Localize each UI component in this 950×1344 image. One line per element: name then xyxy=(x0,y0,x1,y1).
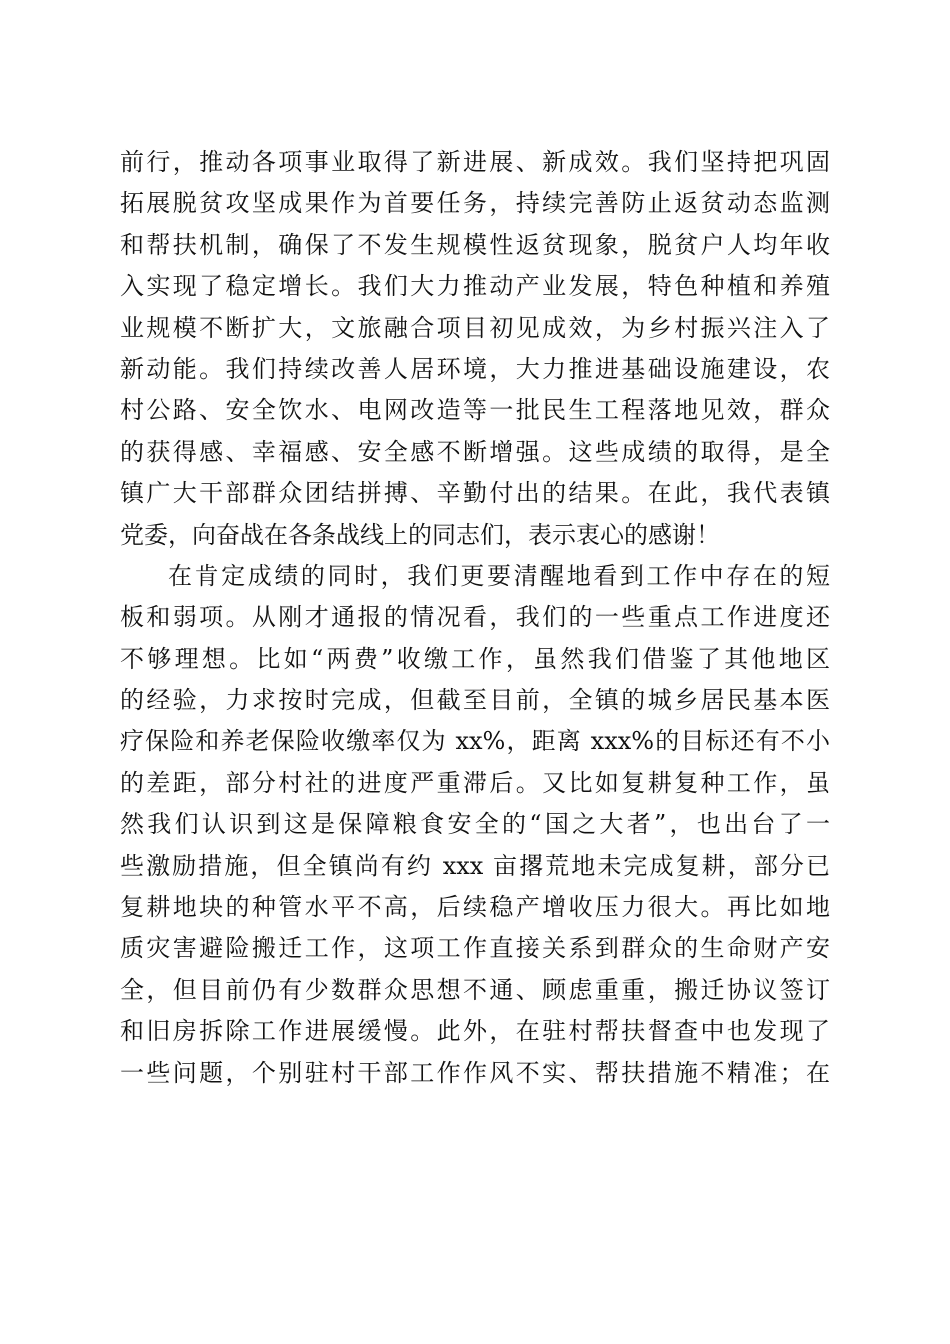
text-line: 和旧房拆除工作进展缓慢。此外，在驻村帮扶督查中也发现了 xyxy=(120,1017,830,1046)
text-line: 拓展脱贫攻坚成果作为首要任务，持续完善防止返贫动态监测 xyxy=(120,189,830,218)
text-line: 的差距，部分村社的进度严重滞后。又比如复耕复种工作，虽 xyxy=(120,768,830,797)
text-line: 疗保险和养老保险收缴率仅为 xx%，距离 xxx%的目标还有不小 xyxy=(120,727,830,756)
text-line: 业规模不断扩大，文旅融合项目初见成效，为乡村振兴注入了 xyxy=(120,313,830,342)
body-text xyxy=(120,142,830,1094)
text-line: 然我们认识到这是保障粮食安全的“国之大者”，也出台了一 xyxy=(120,810,830,839)
text-line: 镇广大干部群众团结拼搏、辛勤付出的结果。在此，我代表镇 xyxy=(120,479,830,508)
text-line: 板和弱项。从刚才通报的情况看，我们的一些重点工作进度还 xyxy=(120,603,830,632)
text-line: 和帮扶机制，确保了不发生规模性返贫现象，脱贫户人均年收 xyxy=(120,230,830,259)
text-line: 入实现了稳定增长。我们大力推动产业发展，特色种植和养殖 xyxy=(120,272,830,301)
text-line: 不够理想。比如“两费”收缴工作，虽然我们借鉴了其他地区 xyxy=(120,644,830,673)
text-line: 村公路、安全饮水、电网改造等一批民生工程落地见效，群众 xyxy=(120,396,830,425)
text-line: 的获得感、幸福感、安全感不断增强。这些成绩的取得，是全 xyxy=(120,437,830,466)
text-line: 复耕地块的种管水平不高，后续稳产增收压力很大。再比如地 xyxy=(120,893,830,922)
text-line: 前行，推动各项事业取得了新进展、新成效。我们坚持把巩固 xyxy=(120,148,830,176)
text-line: 全，但目前仍有少数群众思想不通、顾虑重重，搬迁协议签订 xyxy=(120,975,830,1004)
text-line: 一些问题，个别驻村干部工作作风不实、帮扶措施不精准；在 xyxy=(120,1058,830,1087)
text-line: 些激励措施，但全镇尚有约 xxx 亩撂荒地未完成复耕，部分已 xyxy=(120,851,830,880)
paragraph-end-line: 党委，向奋战在各条战线上的同志们，表示衷心的感谢！ xyxy=(120,520,720,549)
text-line: 的经验，力求按时完成，但截至目前，全镇的城乡居民基本医 xyxy=(120,686,830,715)
text-line: 新动能。我们持续改善人居环境，大力推进基础设施建设，农 xyxy=(120,354,830,383)
paragraph-start-line: 在肯定成绩的同时，我们更要清醒地看到工作中存在的短 xyxy=(168,561,830,590)
text-line: 质灾害避险搬迁工作，这项工作直接关系到群众的生命财产安 xyxy=(120,934,830,963)
